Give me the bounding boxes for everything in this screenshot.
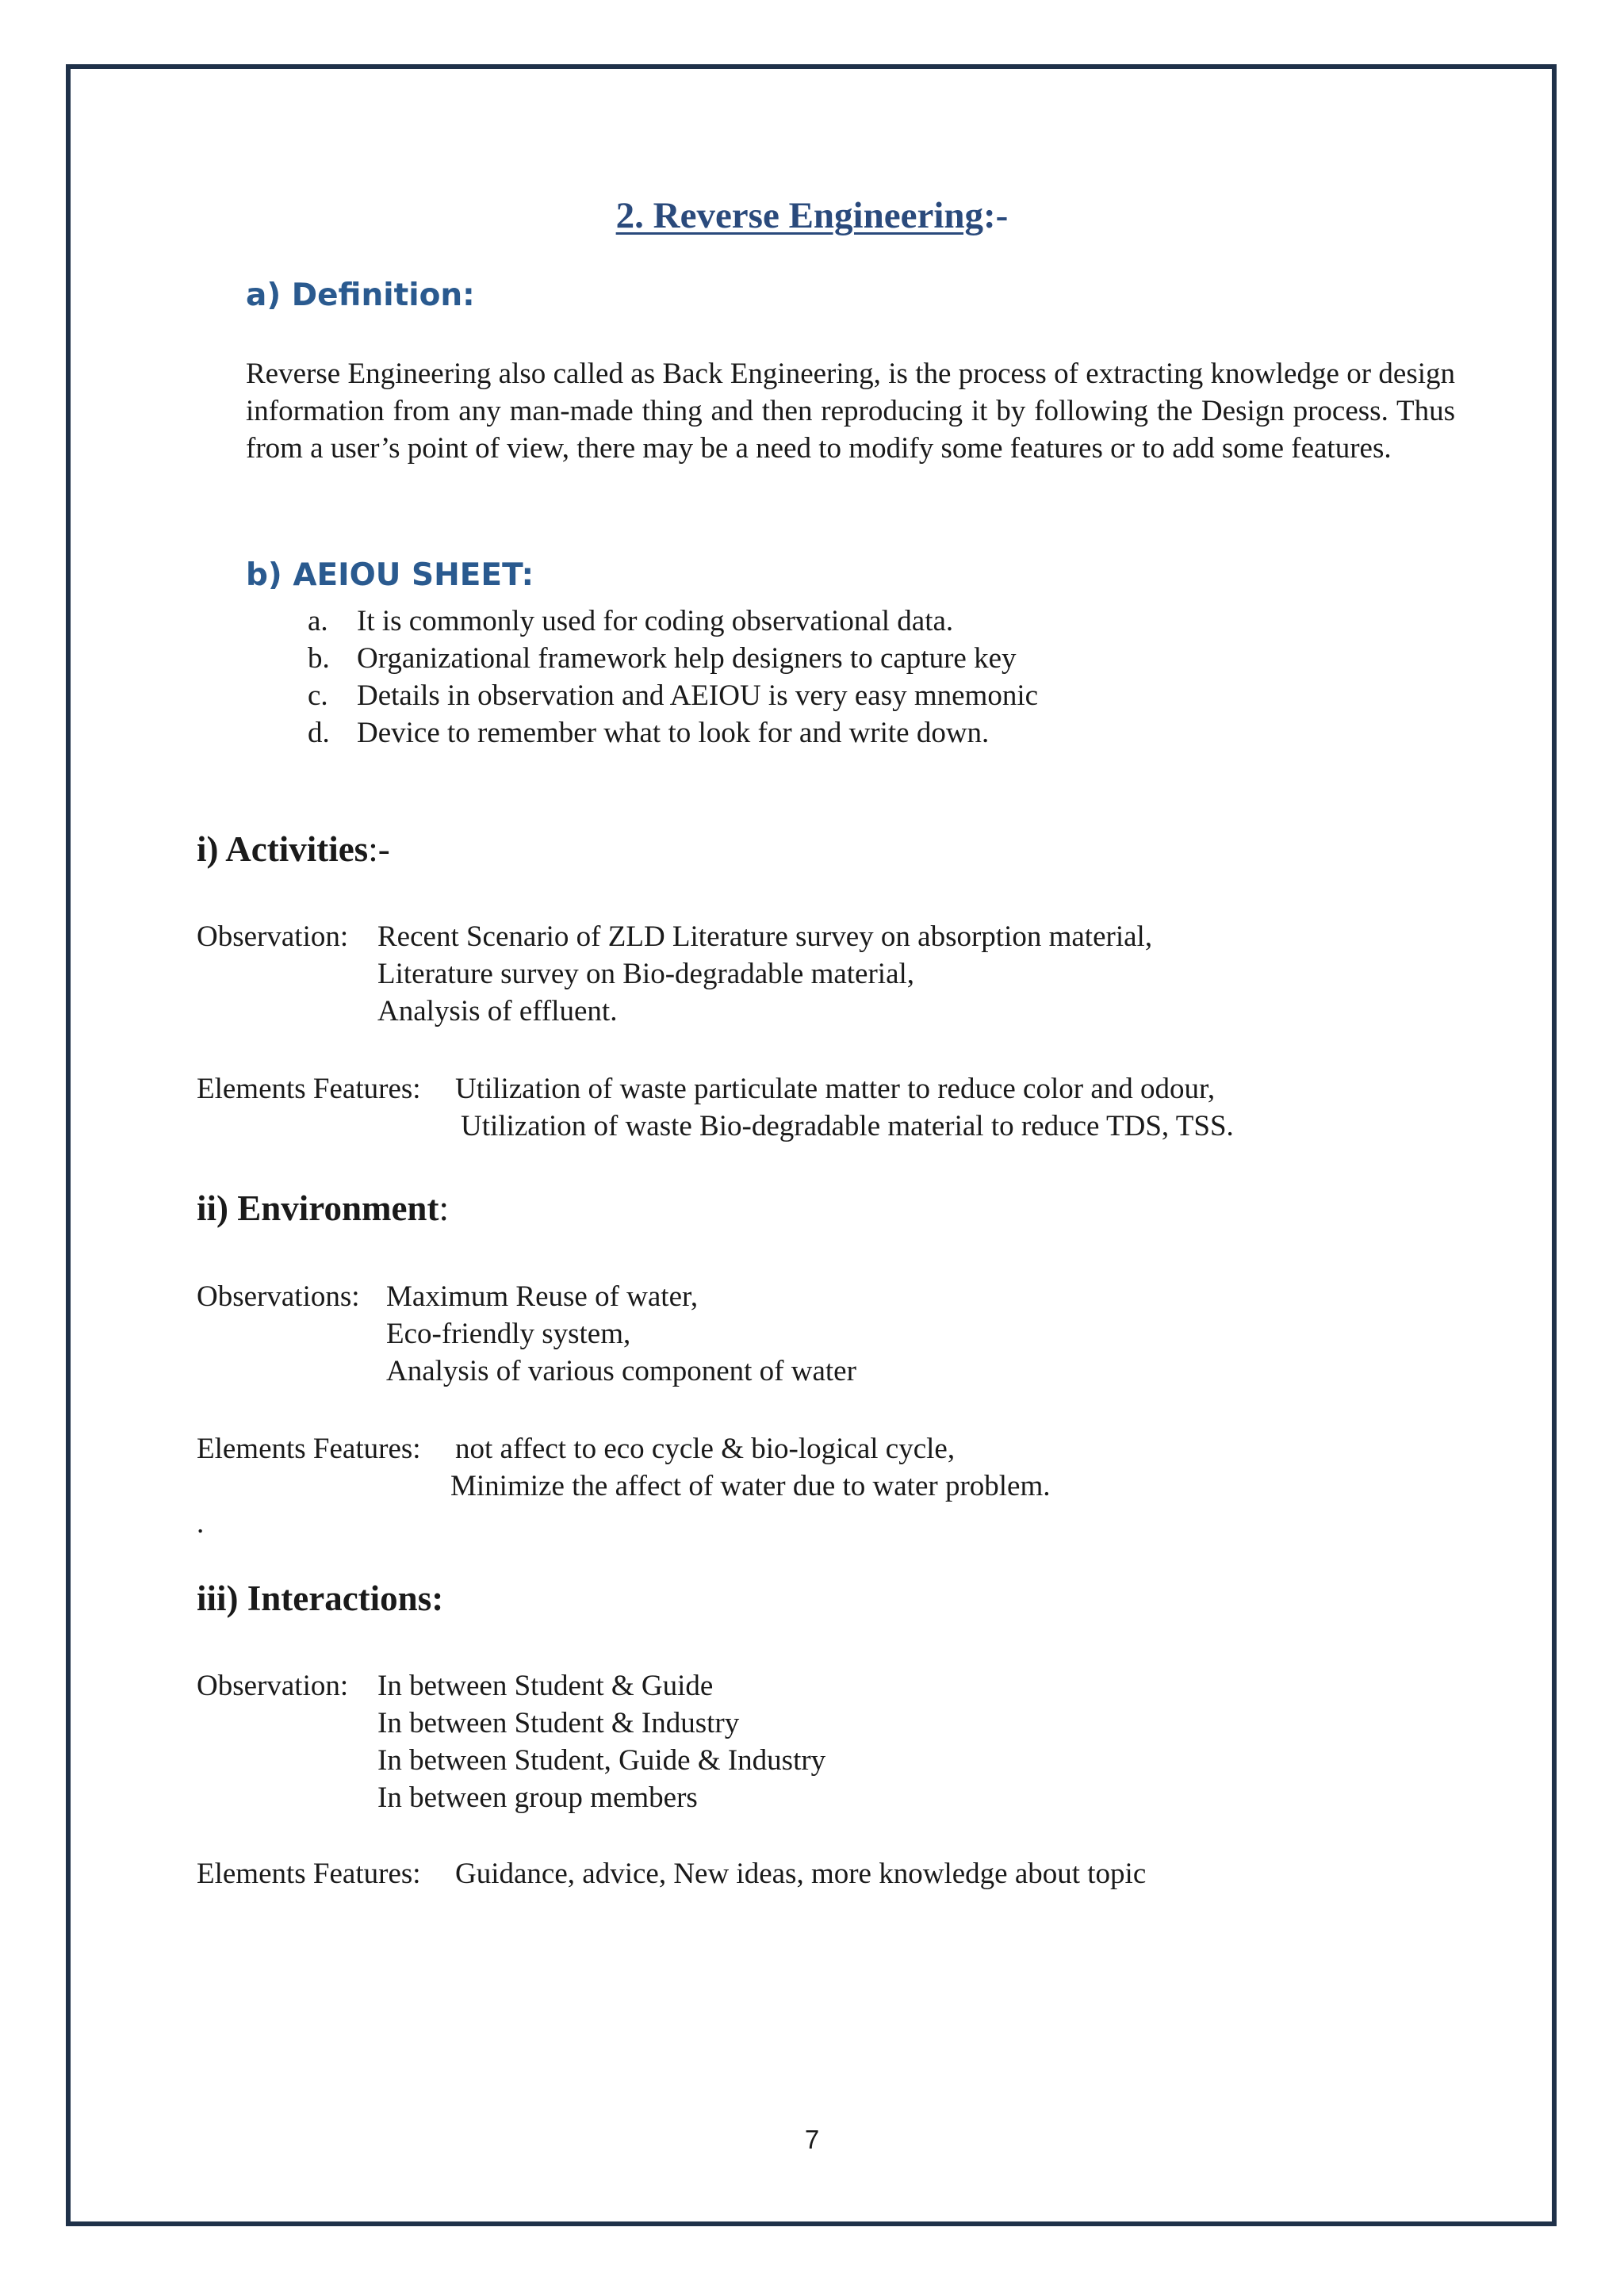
aeiou-item-marker: a. [308, 605, 328, 637]
interactions-observation-line: In between group members [377, 1781, 698, 1814]
interactions-heading: iii) Interactions: [197, 1578, 444, 1618]
environment-observation-line: Maximum Reuse of water, [386, 1280, 699, 1313]
aeiou-heading: b) AEIOU SHEET: [246, 557, 534, 593]
title-text: 2. Reverse Engineering [615, 195, 984, 236]
activities-observation-label: Observation: [197, 920, 349, 953]
activities-feature-line: Utilization of waste Bio-degradable material to reduce TDS, TSS. [461, 1110, 1234, 1142]
activities-feature-line: Utilization of waste particulate matter to reduce color and odour, [455, 1073, 1216, 1105]
environment-observation-line: Eco-friendly system, [386, 1318, 631, 1350]
environment-observation-label: Observations: [197, 1280, 360, 1313]
environment-feature-line: Minimize the affect of water due to water problem. [450, 1470, 1051, 1502]
interactions-observation-line: In between Student & Guide [377, 1670, 714, 1702]
aeiou-item-text: Details in observation and AEIOU is very easy mnemonic [357, 679, 1039, 712]
title-suffix: :- [983, 195, 1009, 236]
definition-heading: a) Definition: [246, 277, 475, 313]
activities-observation-line: Analysis of effluent. [377, 995, 618, 1027]
aeiou-item-marker: c. [308, 679, 328, 712]
environment-heading-suffix: : [439, 1188, 449, 1228]
interactions-observation-label: Observation: [197, 1670, 349, 1702]
activities-observation-line: Literature survey on Bio-degradable material, [377, 958, 915, 990]
environment-heading [197, 1188, 449, 1229]
aeiou-item-marker: b. [308, 642, 330, 675]
environment-feature-line: not affect to eco cycle & bio-logical cycle, [455, 1433, 956, 1465]
environment-features-label: Elements Features: [197, 1433, 421, 1465]
aeiou-item-text: It is commonly used for coding observational data. [357, 605, 954, 637]
activities-features-label: Elements Features: [197, 1073, 421, 1105]
interactions-observation-line: In between Student, Guide & Industry [377, 1744, 826, 1777]
definition-paragraph: Reverse Engineering also called as Back Engineering, is the process of extracting knowledge or design information from any man-made thing and then reproducing it by following the Design process. Thus from a user’s point of view, there may be a need to modify some features or to add some features. [246, 358, 1455, 465]
activities-heading [197, 828, 390, 870]
aeiou-item-text: Organizational framework help designers to capture key [357, 642, 1017, 675]
aeiou-item-text: Device to remember what to look for and write down. [357, 717, 990, 749]
activities-heading-text: i) Activities [197, 829, 369, 869]
interactions-features-label: Elements Features: [197, 1858, 421, 1890]
interactions-feature-line: Guidance, advice, New ideas, more knowledge about topic [455, 1858, 1147, 1890]
stray-period: . [197, 1507, 205, 1540]
page-number: 7 [804, 2125, 820, 2154]
activities-heading-suffix: :- [368, 829, 390, 869]
activities-observation-line: Recent Scenario of ZLD Literature survey on absorption material, [377, 920, 1153, 953]
environment-heading-text: ii) Environment [197, 1188, 439, 1228]
interactions-observation-line: In between Student & Industry [377, 1707, 740, 1739]
aeiou-item-marker: d. [308, 717, 330, 749]
page-title [0, 194, 1624, 237]
environment-observation-line: Analysis of various component of water [386, 1355, 856, 1387]
